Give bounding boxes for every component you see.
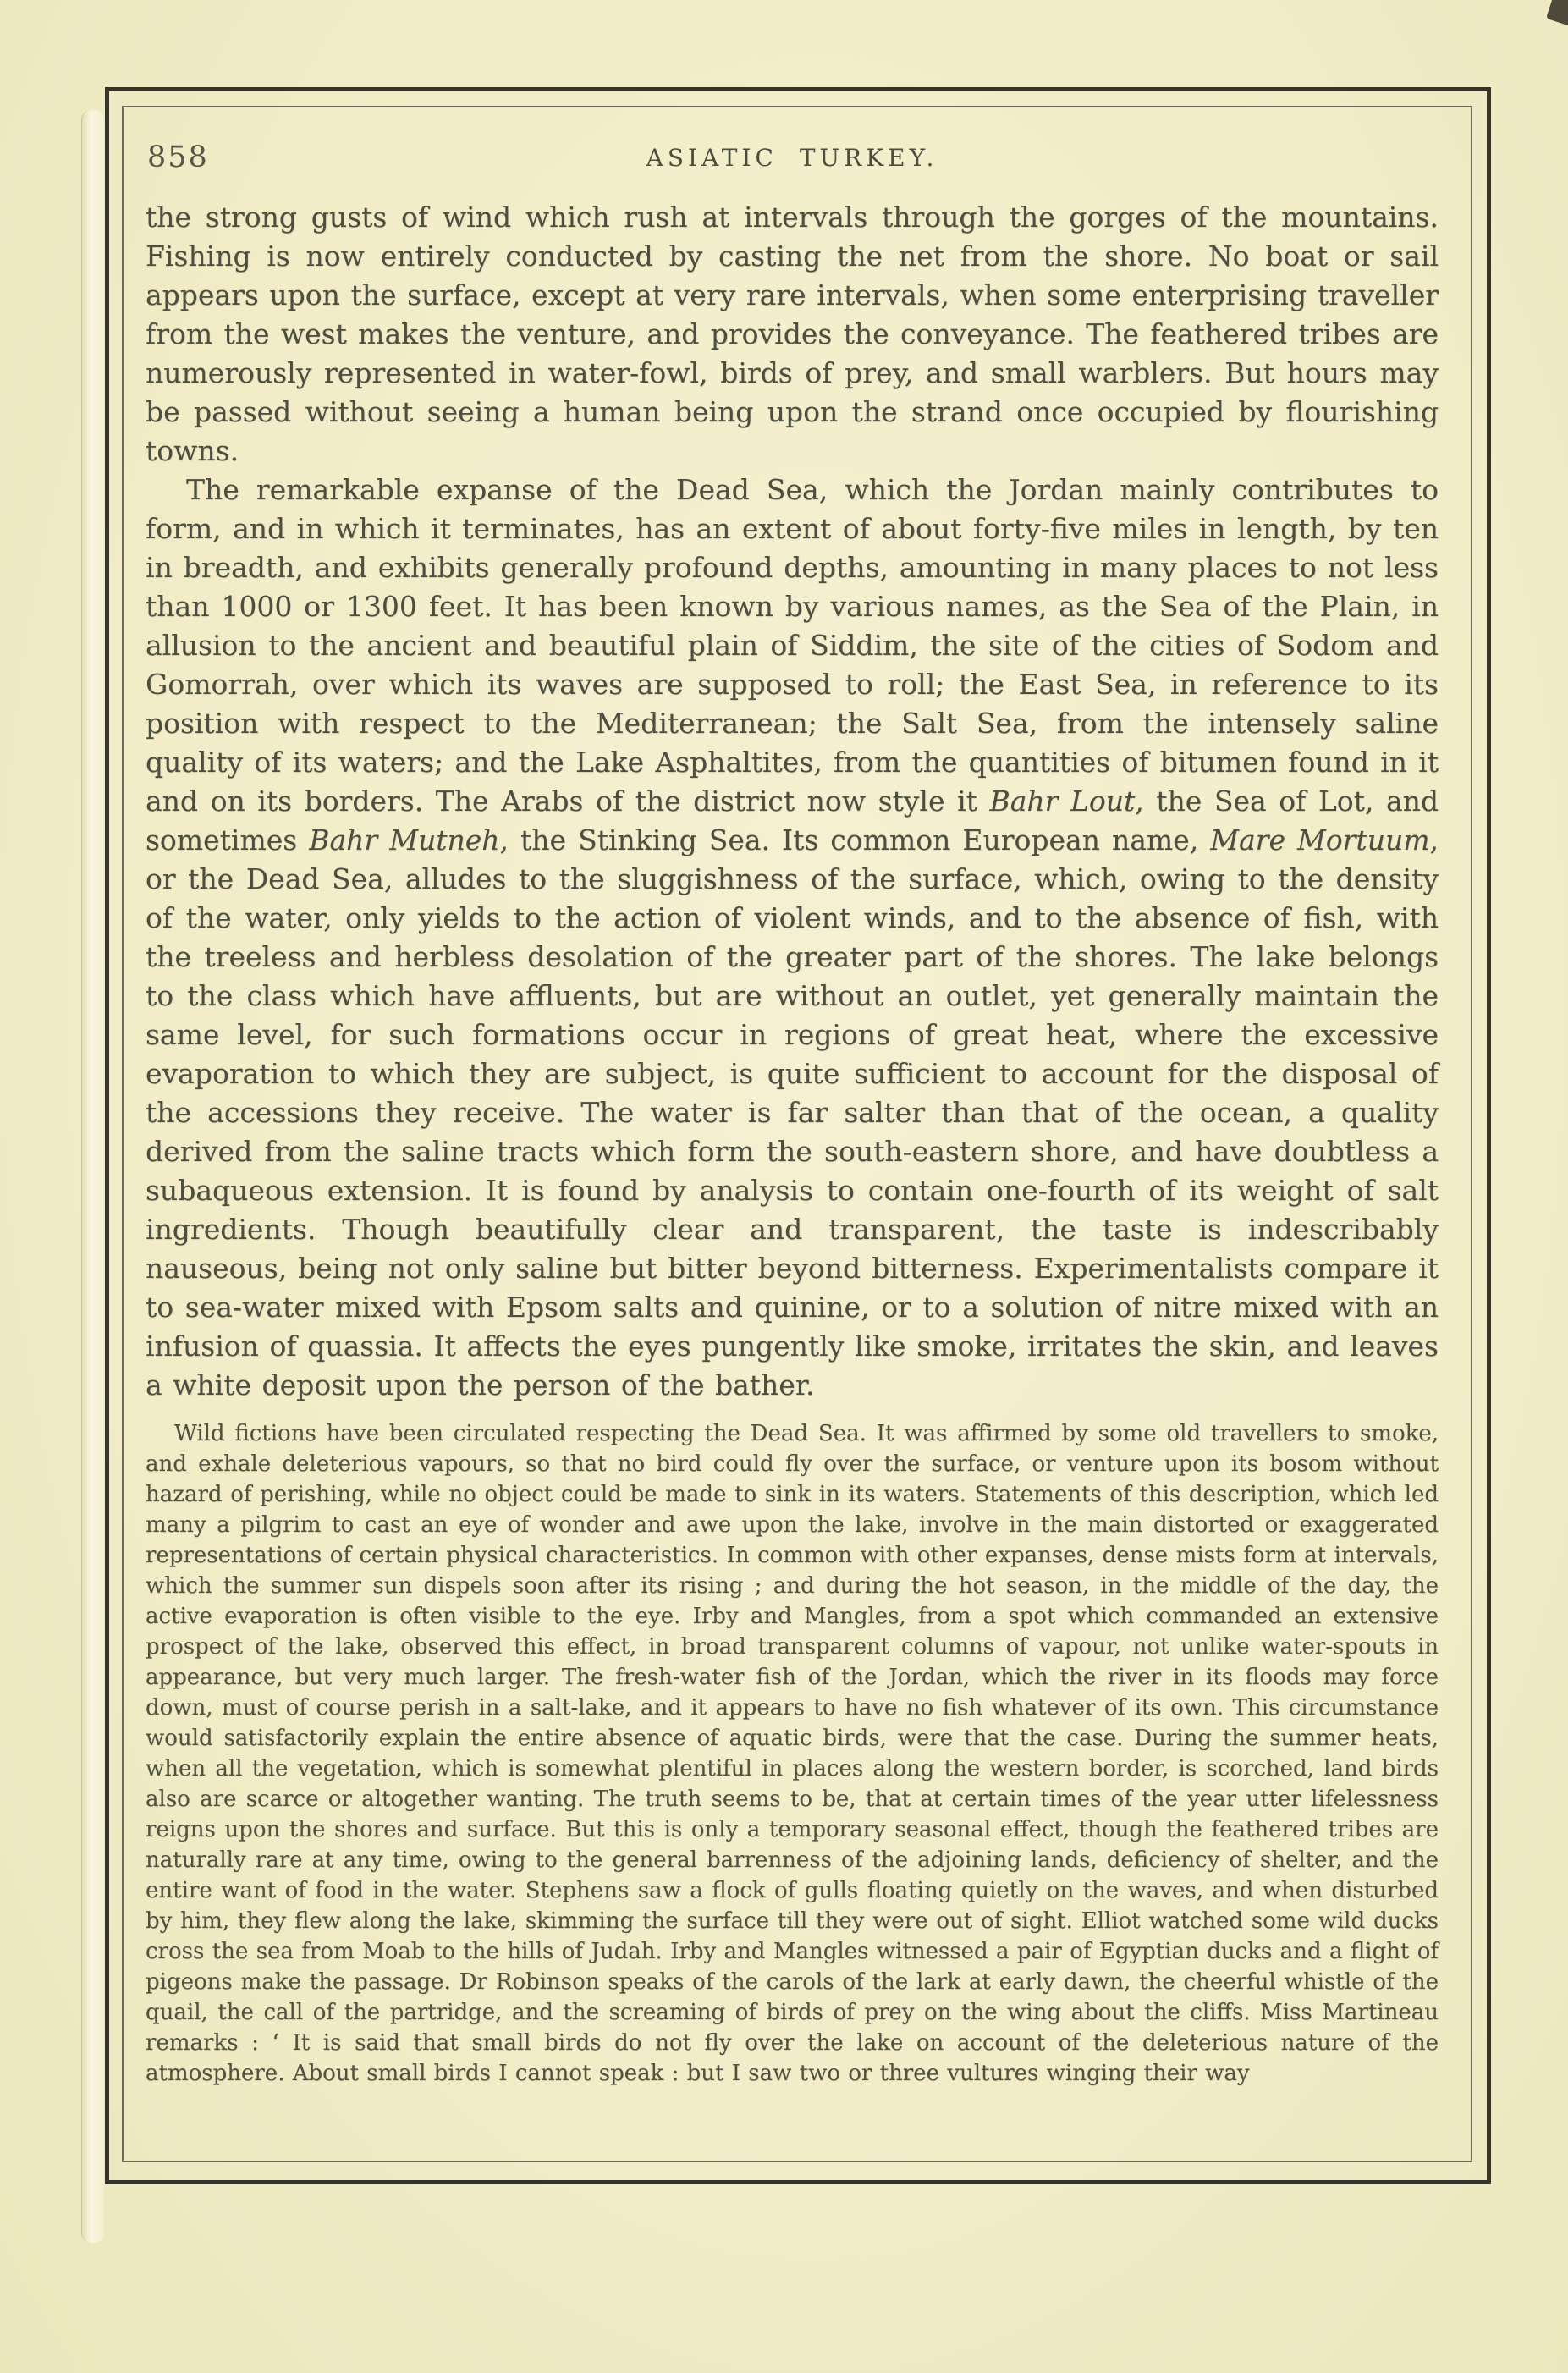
running-title: ASIATIC TURKEY. bbox=[646, 144, 938, 172]
page-number: 858 bbox=[147, 140, 209, 174]
page-header bbox=[146, 140, 1439, 178]
page-content bbox=[146, 140, 1439, 2089]
scan-corner-artifact bbox=[1546, 0, 1568, 27]
paragraph-1: the strong gusts of wind which rush at intervals through the gorges of the mountains. Fishing is now entirely conducted by casting the net from the shore. No boat or sail appears upon the surface, except at very rare intervals, when some enterprising traveller from the west makes the venture, and provides the conveyance. The feathered tribes are numerously represented in water-fowl, birds of prey, and small warblers. But hours may be passed without seeing a human being upon the strand once occupied by flourishing towns. bbox=[146, 201, 1439, 467]
page-edge-artifact bbox=[81, 110, 104, 2243]
footnote-paragraph: Wild fictions have been circulated respecting the Dead Sea. It was affirmed by some old travellers to smoke, and exhale deleterious vapours, so that no bird could fly over the surface, or venture upon its bosom without hazard of perishing, while no object could be made to sink in its waters. Statements of this description, which led many a pilgrim to cast an eye of wonder and awe upon the lake, involve in the main distorted or exaggerated representations of certain physical characteristics. In common with other expanses, dense mists form at intervals, which the summer sun dispels soon after its rising ; and during the hot season, in the middle of the day, the active evaporation is often visible to the eye. Irby and Mangles, from a spot which commanded an extensive prospect of the lake, observed this effect, in broad transparent columns of vapour, not unlike water-spouts in appearance, but very much larger. The fresh-water fish of the Jordan, which the river in its floods may force down, must of course perish in a salt-lake, and it appears to have no fish whatever of its own. This circumstance would satisfactorily explain the entire absence of aquatic birds, were that the case. During the summer heats, when all the vegetation, which is somewhat plentiful in places along the western border, is scorched, land birds also are scarce or altogether wanting. The truth seems to be, that at certain times of the year utter lifelessness reigns upon the shores and surface. But this is only a temporary seasonal effect, though the feathered tribes are naturally rare at any time, owing to the general barrenness of the adjoining lands, deficiency of shelter, and the entire want of food in the water. Stephens saw a flock of gulls floating quietly on the waves, and when disturbed by him, they flew along the lake, skimming the surface till they were out of sight. Elliot watched some wild ducks cross the sea from Moab to the hills of Judah. Irby and Mangles witnessed a pair of Egyptian ducks and a flight of pigeons make the passage. Dr Robinson speaks of the carols of the lark at early dawn, the cheerful whistle of the quail, the call of the partridge, and the screaming of birds of prey on the wing about the cliffs. Miss Martineau remarks : ‘ It is said that small birds do not fly over the lake on account of the deleterious nature of the atmosphere. About small birds I cannot speak : but I saw two or three vultures winging their way bbox=[146, 1421, 1439, 2086]
paragraph-2: The remarkable expanse of the Dead Sea, which the Jordan mainly contributes to form, and in which it terminates, has an extent of about forty-five miles in length, by ten in breadth, and exhibits generally profound depths, amounting in many places to not less than 1000 or 1300 feet. It has been known by various names, as the Sea of the Plain, in allusion to the ancient and beautiful plain of Siddim, the site of the cities of Sodom and Gomorrah, over which its waves are supposed to roll; the East Sea, in reference to its position with respect to the Mediterranean; the Salt Sea, from the intensely saline quality of its waters; and the Lake Asphaltites, from the quantities of bitumen found in it and on its borders. The Arabs of the district now style it Bahr Lout, the Sea of Lot, and sometimes Bahr Mutneh, the Stinking Sea. Its common European name, Mare Mortuum, or the Dead Sea, alludes to the sluggishness of the surface, which, owing to the density of the water, only yields to the action of violent winds, and to the absence of fish, with the treeless and herbless desolation of the greater part of the shores. The lake belongs to the class which have affluents, but are without an outlet, yet generally maintain the same level, for such formations occur in regions of great heat, where the excessive evaporation to which they are subject, is quite sufficient to account for the disposal of the accessions they receive. The water is far salter than that of the ocean, a quality derived from the saline tracts which form the south-eastern shore, and have doubtless a subaqueous extension. It is found by analysis to contain one-fourth of its weight of salt ingredients. Though beautifully clear and transparent, the taste is indescribably nauseous, being not only saline but bitter beyond bitterness. Experimentalists compare it to sea-water mixed with Epsom salts and quinine, or to a solution of nitre mixed with an infusion of quassia. It affects the eyes pungently like smoke, irritates the skin, and leaves a white deposit upon the person of the bather. bbox=[146, 473, 1439, 1401]
body-text bbox=[146, 198, 1439, 1405]
footnote bbox=[146, 1418, 1439, 2089]
